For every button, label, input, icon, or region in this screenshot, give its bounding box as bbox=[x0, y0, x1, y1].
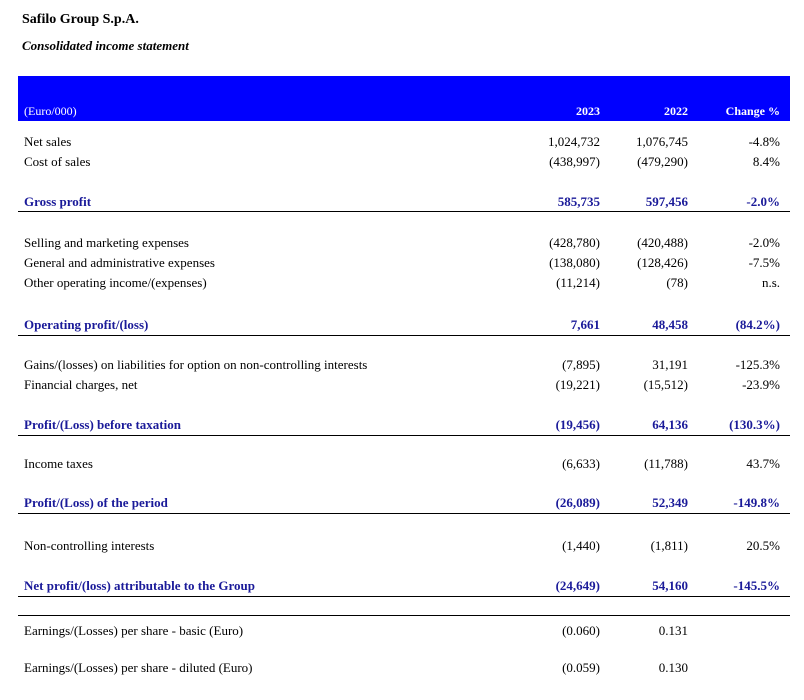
row-label: Net sales bbox=[24, 134, 72, 149]
table-row bbox=[18, 621, 790, 641]
row-label: Operating profit/(loss) bbox=[24, 317, 149, 332]
table-row bbox=[18, 658, 790, 678]
value-2022: 0.130 bbox=[658, 660, 688, 675]
value-2022: (128,426) bbox=[637, 255, 688, 270]
table-row bbox=[18, 375, 790, 395]
row-label: Net profit/(loss) attributable to the Group bbox=[24, 578, 255, 593]
row-label: General and administrative expenses bbox=[24, 255, 215, 270]
table-row-total bbox=[18, 315, 790, 335]
row-label: Earnings/(Losses) per share - diluted (Euro) bbox=[24, 660, 253, 675]
value-2022: 0.131 bbox=[658, 623, 688, 638]
value-change: n.s. bbox=[761, 275, 780, 290]
row-label: Earnings/(Losses) per share - basic (Euro) bbox=[24, 623, 244, 638]
value-2023: (7,895) bbox=[562, 357, 600, 372]
value-change: -7.5% bbox=[748, 255, 780, 270]
value-2023: (19,456) bbox=[555, 417, 600, 432]
row-label: Financial charges, net bbox=[24, 377, 138, 392]
table-row bbox=[18, 536, 790, 556]
value-2022: 48,458 bbox=[652, 317, 688, 332]
value-2022: (15,512) bbox=[643, 377, 688, 392]
value-2023: (26,089) bbox=[555, 495, 600, 510]
value-2023: 1,024,732 bbox=[548, 134, 600, 149]
table-row bbox=[18, 454, 790, 474]
unit-header: (Euro/000) bbox=[24, 104, 77, 118]
value-change: -149.8% bbox=[733, 495, 780, 510]
value-change: -2.0% bbox=[748, 235, 780, 250]
divider bbox=[18, 513, 790, 514]
row-label: Non-controlling interests bbox=[24, 538, 155, 553]
table-row-total bbox=[18, 415, 790, 435]
value-2023: (138,080) bbox=[549, 255, 600, 270]
row-label: Profit/(Loss) before taxation bbox=[24, 417, 181, 432]
statement-title: Consolidated income statement bbox=[22, 38, 189, 53]
value-change: 20.5% bbox=[746, 538, 780, 553]
table-row bbox=[18, 355, 790, 375]
value-change: 43.7% bbox=[746, 456, 780, 471]
value-2022: 64,136 bbox=[652, 417, 688, 432]
value-2023: (0.059) bbox=[562, 660, 600, 675]
value-change: -23.9% bbox=[742, 377, 780, 392]
table-row bbox=[18, 253, 790, 273]
divider bbox=[18, 615, 790, 616]
year-2023-header: 2023 bbox=[576, 104, 600, 118]
value-2022: (11,788) bbox=[644, 456, 688, 471]
divider bbox=[18, 596, 790, 597]
value-2022: (78) bbox=[666, 275, 688, 290]
table-row-total bbox=[18, 192, 790, 212]
year-2022-header: 2022 bbox=[664, 104, 688, 118]
divider bbox=[18, 211, 790, 212]
value-2022: (1,811) bbox=[650, 538, 688, 553]
table-row bbox=[18, 132, 790, 152]
value-change: -2.0% bbox=[746, 194, 780, 209]
value-2023: (1,440) bbox=[562, 538, 600, 553]
row-label: Selling and marketing expenses bbox=[24, 235, 189, 250]
value-2022: 31,191 bbox=[652, 357, 688, 372]
value-2022: 597,456 bbox=[645, 194, 688, 209]
row-label: Income taxes bbox=[24, 456, 93, 471]
row-label: Cost of sales bbox=[24, 154, 91, 169]
row-label: Gains/(losses) on liabilities for option on non-controlling interests bbox=[24, 357, 368, 372]
value-2022: 52,349 bbox=[652, 495, 688, 510]
table-row bbox=[18, 152, 790, 172]
table-row bbox=[18, 273, 790, 293]
value-2022: 1,076,745 bbox=[636, 134, 688, 149]
value-2023: 7,661 bbox=[570, 317, 600, 332]
table-row-total bbox=[18, 576, 790, 596]
value-change: -145.5% bbox=[733, 578, 780, 593]
table-row-total bbox=[18, 493, 790, 513]
value-change: -125.3% bbox=[735, 357, 780, 372]
row-label: Profit/(Loss) of the period bbox=[24, 495, 168, 510]
value-2023: (6,633) bbox=[562, 456, 600, 471]
table-header bbox=[18, 76, 790, 121]
company-name: Safilo Group S.p.A. bbox=[22, 12, 139, 27]
change-header: Change % bbox=[725, 104, 780, 118]
value-2023: (24,649) bbox=[555, 578, 600, 593]
value-2022: (479,290) bbox=[637, 154, 688, 169]
value-2023: (428,780) bbox=[549, 235, 600, 250]
table-row bbox=[18, 233, 790, 253]
divider bbox=[18, 335, 790, 336]
value-2023: (0.060) bbox=[562, 623, 600, 638]
value-2023: (11,214) bbox=[556, 275, 600, 290]
value-2022: 54,160 bbox=[652, 578, 688, 593]
divider bbox=[18, 435, 790, 436]
value-change: 8.4% bbox=[752, 154, 780, 169]
value-2023: 585,735 bbox=[557, 194, 600, 209]
value-change: -4.8% bbox=[748, 134, 780, 149]
value-2022: (420,488) bbox=[637, 235, 688, 250]
value-2023: (438,997) bbox=[549, 154, 600, 169]
row-label: Other operating income/(expenses) bbox=[24, 275, 207, 290]
value-change: (130.3%) bbox=[729, 417, 780, 432]
row-label: Gross profit bbox=[24, 194, 92, 209]
value-2023: (19,221) bbox=[555, 377, 600, 392]
value-change: (84.2%) bbox=[735, 317, 780, 332]
